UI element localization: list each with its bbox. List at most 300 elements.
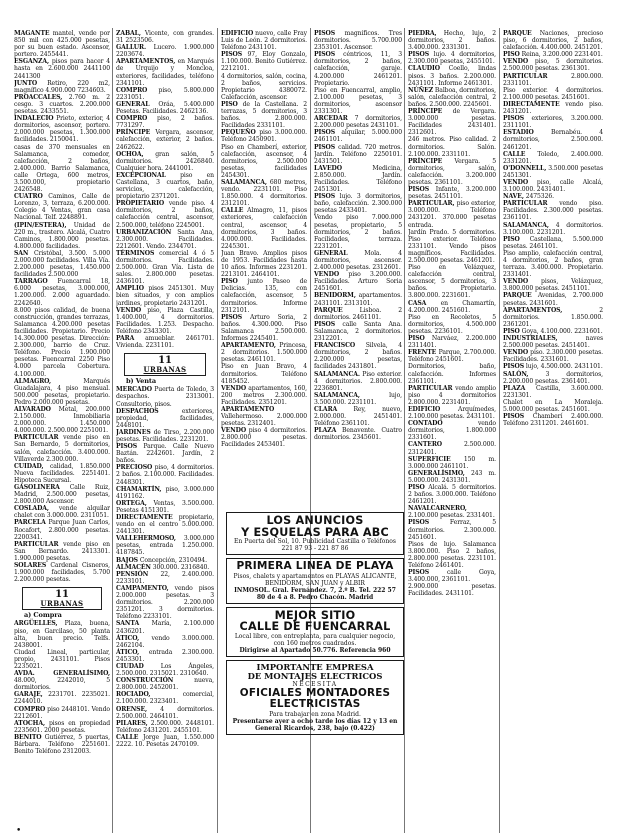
ad-text: lujo, 4.500.000. 2431101.	[524, 363, 603, 371]
classified-ad	[314, 115, 402, 129]
classified-ad	[408, 420, 496, 441]
column-rule	[112, 28, 113, 833]
ad-keyword: PRÍNCIPE	[116, 129, 151, 137]
ad-text: 2231701. 2235021. 2244010.	[14, 691, 110, 706]
classified-ad	[116, 200, 214, 228]
ad-text: exteriores, 3.200.000. 2311101.	[503, 115, 603, 130]
ad-keyword: TARRAGO	[14, 278, 48, 286]
ad-keyword: PISO	[503, 235, 520, 243]
ad-keyword: URBANIZACIÓN	[116, 228, 172, 236]
ad-footer: Presentarse ayer a ocho tarde los días 12 y 13 en General Ricardos, 238, bajo (0.422)	[232, 717, 398, 732]
ad-keyword: SALAMANCA,	[503, 221, 549, 229]
classified-ad	[503, 371, 603, 385]
classified-ad	[314, 307, 402, 321]
ad-text: lujo. 4 dormitorios, 2.300.000 pesetas, 2455101.	[408, 51, 496, 66]
ad-primera-linea-playa	[226, 558, 404, 604]
ad-text: Castilla, 3.600.000. 2231301.	[503, 384, 603, 399]
ad-keyword: ATOCHA,	[14, 719, 45, 727]
classified-ad	[14, 144, 110, 194]
ad-text: de la Castellana. 2 terrazas, 5 dormitorios, 3 baños. 2.800.000. Facilidades 2331101.	[221, 100, 307, 130]
ad-text: Vallehermoso. 2.000.000 pesetas. 2312401.	[221, 413, 307, 428]
classified-ad	[503, 292, 603, 306]
ad-text: Vicente, con grandes. 31 2523506.	[116, 30, 214, 45]
ad-keyword: CANTERO	[408, 441, 442, 449]
classified-ad	[408, 136, 496, 157]
classified-ad	[14, 484, 110, 505]
classified-ad	[221, 51, 307, 72]
ad-text: 150 m. 3.000.000 2461101.	[408, 455, 496, 470]
classified-ad	[408, 385, 496, 406]
ad-keyword: PISOS	[314, 320, 336, 328]
ad-text: 300.000. 2316840.	[150, 563, 210, 571]
ad-keyword: APARTAMENTOS,	[503, 306, 563, 314]
ad-keyword: EDIFICIO	[221, 30, 254, 37]
ad-montajes-electricos	[226, 660, 404, 735]
ad-keyword: CAMPAMENTO,	[116, 584, 169, 592]
ad-text: Toledo, 2.400.000. 2331201.	[503, 150, 603, 165]
ad-keyword: GENERAL	[314, 249, 348, 257]
ad-keyword: CONSTRUCCIÓN	[116, 677, 174, 685]
classified-ad	[221, 363, 307, 384]
ad-text: Unidad de 220 m., trastero. Alcalá, Cuatro Caminos, 1.800.000 pesetas. 4.800.000 facilidades.	[14, 221, 110, 250]
ad-keyword: PISOS	[408, 519, 430, 527]
ad-text: Reina, 3.200.000 2231401.	[519, 51, 603, 59]
classified-ad	[314, 406, 402, 427]
ad-text: 2.500.000. 2448101. Teléfono 2431201. 2455101.	[116, 719, 214, 734]
classified-ad	[14, 562, 110, 583]
ad-text: Lisboa. 2 dormitorios. 2461101.	[314, 306, 402, 321]
ad-text: 2 dormitorios. 1.850.000. 2361201.	[503, 306, 603, 328]
classified-ad	[503, 51, 603, 58]
classified-ad	[408, 406, 496, 420]
ad-text: vendo pisos 2.000.000 pesetas. 3 dormitorios. 2.200.000 2351201. 3 dormitorios. Teléfono 2233101.	[116, 584, 214, 621]
ad-keyword: COMPRO	[116, 86, 148, 94]
ad-keyword: PISOS	[408, 51, 430, 59]
ad-keyword: O'DONNELL,	[503, 164, 547, 172]
ad-keyword: PEQUEÑO	[221, 129, 256, 137]
classified-ad	[14, 463, 110, 484]
classified-ad	[408, 314, 496, 335]
classified-ad	[314, 292, 402, 306]
classified-column-6	[503, 30, 603, 830]
ad-text: Arquímedes, 2.100.000 pesetas. 2431101.	[408, 405, 496, 421]
classified-ad	[14, 734, 110, 755]
ad-keyword: APARTAMENTO,	[221, 342, 276, 350]
ad-keyword: INDUSTRIALES,	[503, 335, 558, 343]
classified-ad	[503, 349, 603, 363]
classified-ad	[116, 443, 214, 464]
section-label: URBANAS	[143, 365, 187, 375]
ad-text: lujo, 3.500.000. 2231101.	[314, 391, 402, 406]
ad-keyword: PISOS	[503, 413, 525, 421]
ad-keyword: JUNTO	[14, 79, 38, 87]
classified-ad	[408, 441, 496, 455]
ad-keyword: INDALECIO	[14, 115, 54, 123]
classified-ad	[503, 307, 603, 328]
column-rule	[404, 28, 405, 833]
ad-keyword: VENDO	[221, 384, 247, 392]
ad-text: vendo piso. 2431201.	[503, 100, 603, 116]
ad-keyword: PRÍNCIPE	[408, 108, 443, 116]
ad-keyword: ARGÜELLES,	[14, 620, 58, 628]
ad-text: entrada 2.300.000. 2453301.	[116, 648, 214, 663]
ad-keyword: CONTADO	[408, 420, 443, 428]
ad-text: calle Santa Ana. Salamanca, 2 dormitorios. 2312201.	[314, 320, 402, 343]
classified-ad	[408, 349, 496, 363]
section-header	[22, 587, 102, 610]
classified-ad	[408, 519, 496, 540]
ad-keyword: GARAJE,	[14, 691, 43, 699]
classified-ad	[503, 328, 603, 335]
ad-text: Ferraz, 5 dormitorios. 2.300.000. 2451601.	[408, 519, 496, 541]
ad-text: Ventas, 3.500.000. Pesetas 4151301.	[116, 499, 214, 514]
ad-text: vende piso. 4 dormitorios, 2 baños, calefacción central, ascensor, 2.500.000, teléfono 2245001.	[116, 200, 214, 229]
ad-keyword: CIUDAD	[116, 662, 144, 670]
ad-text: piso exterior, 3.000.000. Teléfono 2431201. 370.000 pesetas entrada.	[408, 200, 496, 229]
classified-ad	[503, 179, 603, 193]
classified-ad	[116, 720, 214, 734]
classified-ad	[14, 193, 110, 221]
classified-ad	[14, 541, 110, 562]
ad-keyword: PISO	[408, 335, 425, 343]
ad-text: Juan Bravo. Amplios pisos de 1953. Facilidades hasta 10 años. Informes 2231201. 2213101. 2464101.	[221, 249, 307, 279]
margin-mark: •	[16, 826, 22, 836]
ad-keyword: CALLE	[221, 207, 244, 215]
ad-keyword: AMPLIO	[116, 285, 144, 293]
ad-keyword: PARTICULAR	[503, 200, 548, 208]
ad-keyword: PISO	[503, 327, 520, 335]
ad-keyword: (IPIN/ESTERA),	[14, 221, 67, 229]
ad-text: 4 dormitorios. 2.500.000. 2464101.	[116, 705, 214, 720]
ad-text: 243 m. 5.000.000. 2431301.	[408, 469, 496, 484]
classified-ad	[503, 129, 603, 150]
ad-text: pisos 2451301. Muy bien situados, y con amplios jardines, propietario 2431201.	[116, 285, 214, 307]
ad-keyword: COMPRO	[116, 115, 148, 123]
ad-keyword: NAVALCARNERO,	[408, 505, 467, 513]
classified-ad	[221, 30, 307, 51]
classified-ad	[116, 620, 214, 634]
classified-ad	[116, 408, 214, 429]
ad-abc-esquelas	[226, 512, 404, 555]
ad-text: Almagro, 11, pisos exteriores, calefacción central, ascensor, 4 dormitorios, 3 baños. 4.000.000. Facilidades. 2245301.	[221, 207, 307, 250]
ad-text: 3 dormitorios, 2.200.000 pesetas. 2361401.	[503, 370, 603, 385]
ad-keyword: PARA	[116, 335, 135, 343]
ad-text: Parque. Calle Nuevo Baztán. 2242601. Jardín, 2 baños.	[116, 443, 214, 465]
classified-column-5	[408, 30, 496, 830]
ad-text: 2475326.	[523, 193, 554, 201]
ad-text: nueva, 2.800.000. 2452001.	[116, 677, 214, 692]
classified-ad	[503, 151, 603, 165]
ad-text: 2.100.000 pesetas. 2331401.	[408, 512, 495, 520]
classified-ad	[116, 691, 214, 705]
ad-text: calidad, 1.850.000 Nueva facilidades. 2251401. Hipoteca Sucursal.	[14, 462, 110, 484]
ad-text: Piso en Recoletos, 5 dormitorios, 4.500.000 pesetas. 2236101.	[408, 313, 496, 335]
ad-text: pisos en propiedad 2235601. 2000 pesetas.	[14, 719, 110, 734]
classified-ad	[221, 129, 307, 143]
ad-text: Piso en Juan Bravo, 4 dormitorios. Teléfono 4185452.	[221, 363, 307, 385]
ad-keyword: PISOS	[314, 143, 336, 151]
ad-text: Avenidas, 2.700.000 pesetas. 2431601.	[503, 292, 603, 307]
ad-keyword: DIRECTAMENTE	[116, 514, 173, 521]
ad-keyword: SALAMANCA.	[314, 370, 360, 378]
classified-ad	[408, 541, 496, 569]
classified-ad	[116, 58, 214, 86]
classified-ad	[408, 51, 496, 65]
ad-keyword: BENIDORM,	[314, 292, 356, 300]
ad-footer: Dirigirse al Apartado 50.776. Referencia 960	[239, 646, 391, 654]
section-number: 11	[55, 589, 69, 601]
ad-text: piso, 3.000.000 4191162.	[116, 485, 214, 500]
ad-text: Piso en Velázquez, calefacción central, ascensor, 5 dormitorios, 3 baños. Propietario. 3.800.000. 2231601.	[408, 264, 496, 300]
ad-keyword: PISOS	[408, 186, 430, 194]
classified-ad	[503, 87, 603, 101]
ad-text: piso 3.000.000. Teléfono 2450901.	[221, 129, 307, 144]
ad-fuencarral-local	[226, 607, 404, 657]
ad-keyword: GALLUR.	[116, 44, 146, 52]
classified-ad	[116, 386, 214, 407]
ad-keyword: VENDO	[116, 306, 142, 314]
ad-keyword: NÚÑEZ	[408, 86, 434, 94]
ad-text: Naciones, precioso piso, 6 dormitorios, 2 baños, calefacción. 4.400.000. 2451201.	[503, 30, 603, 52]
ad-text: Coello, lindas pisos. 3 baños. 2.200.000. 2431101. Informe 2461301.	[408, 65, 496, 87]
subsection-label: b) Venta	[126, 377, 157, 386]
classified-ad	[116, 677, 214, 691]
classified-ad	[116, 557, 214, 564]
classified-ad	[221, 427, 307, 448]
ad-text: Oráa, 5.400.000 Pesetas. Facilidades. 2462136.	[116, 100, 214, 116]
ad-keyword: PARQUE	[314, 306, 343, 314]
ad-keyword: COSLADA,	[14, 505, 49, 513]
ad-keyword: CUATRO	[14, 193, 43, 201]
ad-keyword: PENSIÓN	[116, 570, 149, 578]
ad-text: 4 dormitorios, salón, cocina, 2 baños, servicios. Propietario 4380072. Calefacción, ascensor.	[221, 72, 307, 101]
ad-text: 97, Eloy Gonzalo, 1.100.000. Benito Gutiérrez. 2212101.	[221, 51, 307, 73]
section-number: 11	[158, 355, 172, 367]
ad-keyword: PISO	[221, 100, 238, 108]
ad-text: propietario, vendo en el centro 5.000.000. 2441301.	[116, 514, 214, 536]
ad-keyword: GASOLINERA	[14, 484, 60, 491]
ad-keyword: EDIFICIO	[408, 405, 441, 413]
classified-column-4	[314, 30, 402, 508]
classified-ad	[408, 229, 496, 264]
ad-keyword: ZABAL,	[116, 30, 141, 37]
ad-title: LOS ANUNCIOS Y ESQUELAS PARA ABC	[241, 514, 389, 539]
ad-keyword: ARCEDAR	[314, 115, 348, 123]
ad-text: apartamentos, 160, 200 metros 2.300.000. Facilidades. 2351201.	[221, 384, 307, 406]
classified-ad	[314, 214, 402, 249]
ad-text: Piso amplio, calefacción central, 4 dormitorios, 2 baños, gran terraza. 3.400.000. Propietario. 2331401.	[503, 249, 603, 279]
ad-text: gran salón, 5 dormitorios. 2426840. Cualquier hora. 2441001.	[116, 150, 214, 172]
ad-keyword: PRECIOSO	[116, 464, 153, 472]
ad-keyword: VALLEHERMOSO,	[116, 535, 176, 543]
display-ads-block	[226, 512, 404, 738]
ad-keyword: PISOS	[503, 115, 525, 123]
classified-ad	[408, 484, 496, 505]
ad-keyword: CASA	[408, 299, 427, 307]
ad-text: Dormitorios, baño, calefacción. Informes 2361101.	[408, 363, 496, 385]
ad-keyword: COMPRO	[14, 705, 46, 713]
ad-keyword: PISOS	[408, 569, 430, 577]
classified-ad	[314, 371, 402, 392]
ad-keyword: PARTICULAR	[503, 72, 548, 80]
classified-ad	[116, 571, 214, 585]
ad-subtitle: NECESITA	[292, 680, 338, 688]
classified-ad	[116, 229, 214, 250]
ad-text: Vendo piso 7.000.000 pesetas, propietario, 5 dormitorios, 2 baños. Facilidades, terraza. 2231201.	[314, 214, 402, 250]
ad-text: piso, calle Alcalá, 3.100.000. 2431401.	[503, 178, 603, 194]
ad-keyword: CUIDAD,	[14, 462, 44, 470]
ad-text: Santa Ana, 2.300.000. Facilidades. 2212601. Vendo. 2344701.	[116, 228, 214, 250]
ad-text: Vergara. 5 dormitorios, salón, calefacción. 3.200.000 pesetas. 2361101.	[408, 157, 496, 186]
ad-text: Mola. 4 dormitorios, ascensor. 2.400.000 pesetas. 2312601.	[314, 249, 402, 272]
classified-ad	[314, 271, 402, 292]
classified-ad	[408, 583, 496, 597]
classified-ad	[116, 101, 214, 115]
ad-text: pisos, Velázquez, 3.800.000 pesetas. 2451101.	[503, 278, 603, 293]
classified-ad	[408, 108, 496, 136]
ad-text: Bernabéu. 4 dormitorios, 2.500.000. 2461201.	[503, 129, 603, 151]
ad-text: piso 2448101. Vendo 2212601.	[14, 705, 110, 720]
ad-text: Puerta de Toledo, 3 despachos. 2313001. Consultorio, pisos.	[116, 386, 214, 408]
ad-text: Piso en Chamberí, exterior, calefacción, ascensor, 4 dormitorios, 2.500.000 pesetas, facilidades 2454301.	[221, 143, 307, 179]
ad-text: Ciudad Lineal, particular, propio, 2431101. Pisos 2235021.	[14, 648, 110, 670]
ad-keyword: JARDINES	[116, 428, 151, 436]
ad-text: Chamberí 2.400.000. Teléfono 2311201. 2461601.	[503, 413, 603, 428]
ad-keyword: PRÍNCIPE	[408, 157, 443, 165]
classified-ad	[14, 222, 110, 250]
ad-text: 8.000 pisos calidad, de buena construcción, grandes terrazas, Salamanca 4.200.000 pesetas facilidades. Propietario. Precio 14.300.000 pesetas. Dirección: 2.300.000, barrio de Cruz. Teléfono. Precio 1.900.000 pesetas. Fuencarral 2250 Piso 4.000 parcela Cobertura. 4.100.000.	[14, 306, 110, 378]
ad-text: Chalet en La Moraleja. 5.000.000 pesetas. 2451601.	[503, 398, 603, 413]
classified-ad	[314, 165, 402, 193]
ad-text: de Tirso, 2.200.000 pesetas. Facilidades. 2231201.	[116, 428, 214, 443]
ad-keyword: ALMACÉN	[116, 563, 151, 571]
classified-ad	[314, 193, 402, 214]
ad-text: Caminos, Calle de Lorenzo, 3, terraza, 6.200.000. Colegio 4 Ventas, gran casa Nacional. Telf. 2248891.	[14, 193, 110, 222]
classified-ad	[221, 207, 307, 250]
classified-ad	[221, 144, 307, 179]
ad-keyword: PARQUE	[503, 30, 532, 37]
ad-text: Retiro, 220 m2, magnífico 4.900.000 7234603.	[14, 79, 110, 94]
classified-ad	[116, 649, 214, 663]
classified-ad	[408, 569, 496, 583]
classified-ad	[408, 335, 496, 349]
classified-ad	[14, 406, 110, 434]
ad-keyword: PISO	[221, 278, 238, 286]
ad-keyword: ORENSE,	[116, 705, 148, 713]
ad-title: PRIMERA LINEA DE PLAYA	[236, 560, 394, 572]
ad-keyword: BAJOS	[116, 556, 138, 564]
classified-ad	[14, 307, 110, 378]
ad-text: Castellana, 5.500.000 pesetas. 2461101.	[503, 235, 603, 250]
ad-text: Jardín Prado. 5 dormitorios. Piso exterior. Teléfono 2331101. Vendo pisos magníficos. Facilidades. 2.500.000 pesetas. 2461201.	[408, 228, 496, 264]
ad-body: Pisos, chalets y apartamentos en PLAYAS ALICANTE, BENIDORM, SAN JUAN y ALBIR	[233, 572, 397, 587]
ad-text: Piso en Fuencarral, amplio, 2.100.000 pesetas, 3 dormitorios, ascensor 2331301.	[314, 86, 402, 116]
classified-ad	[503, 413, 603, 427]
ad-text: vendo amplio piso 4 dormitorios 2.800.000. 2231401.	[408, 384, 496, 406]
classified-ad	[503, 363, 603, 370]
ad-keyword: SALÓN,	[503, 370, 529, 378]
ad-keyword: FRENTE	[408, 349, 437, 357]
ad-text: piso en Castellana, 3 cuartos, baño, servicios, calefacción, propietario 2371201.	[116, 171, 214, 201]
classified-ad	[14, 649, 110, 670]
ad-text: 246 metros. Piso calidad. 2 dormitorios. Salón. 2.100.000. 2331101.	[408, 136, 496, 158]
classified-ad	[221, 385, 307, 406]
classified-ad	[116, 514, 214, 535]
classified-ad	[116, 564, 214, 571]
classified-ad	[116, 585, 214, 620]
ad-text: casas de 370 mensuales en Salamanca, comedor, calefacción, 2 baños, 2.400.000. Barrio Salamanca, calle Ortega, 600 metros, 3.500.000, propietario 2426548.	[14, 143, 110, 194]
classified-ad	[408, 300, 496, 314]
ad-headline: OFICIALES MONTADORES ELECTRICISTAS	[239, 686, 391, 710]
ad-text: Piso exterior. 4 dormitorios. 2.800.000. 2236801.	[314, 370, 402, 392]
classified-ad	[116, 335, 214, 349]
ad-text: María, 2.100.000 2436201.	[116, 620, 214, 635]
ad-keyword: CLARA	[314, 405, 338, 413]
classified-ad	[314, 250, 402, 271]
ad-text: piso, Plaza Castilla, 1.400.000, 4 dormitorios. Facilidades. 1.253. Despacho. Teléfono 2343301.	[116, 306, 214, 335]
classified-column-3	[221, 30, 307, 508]
ad-text: exteriores, propiedad, facilidades, 2448101.	[116, 407, 214, 429]
ad-keyword: CALLE	[116, 733, 139, 741]
ad-keyword: PISOS	[314, 193, 336, 201]
ad-text: Balboa, dormitorios, salón, calefacción central, 2 baños. 2.500.000. 2245601.	[408, 86, 496, 108]
ad-text: 48.000, 2242010, 5 dormitorios.	[14, 677, 110, 692]
ad-text: Parque Juan Carlos, Rocafort, 2.800.000 pesetas. 2200341.	[14, 519, 110, 541]
ad-keyword: SUPERFICIE	[408, 455, 451, 463]
ad-text: vendo dormitorios, 1.800.000 2331601.	[408, 420, 496, 442]
ad-text: Alcalá. 5 dormitorios. 2 baños. 3.000.000. Teléfono 2461201.	[408, 484, 496, 506]
ad-text: nuevo, calle Fray Luis de León. 2 dormitorios. Teléfono 2431101.	[221, 30, 307, 52]
ad-keyword: APARTAMENTO	[221, 405, 275, 413]
ad-text: en Marqués de Urquijo y Moncloa, exteriores, facilidades, teléfono 2341101.	[116, 58, 214, 87]
classified-ad	[408, 505, 496, 519]
classified-ad	[314, 129, 402, 143]
classified-ad	[14, 250, 110, 278]
classified-ad	[116, 663, 214, 677]
subsection-label: a) Compra	[24, 611, 62, 620]
ad-text: Narváez, 2.200.000 2311401.	[408, 335, 496, 350]
classified-ad	[221, 278, 307, 313]
ad-keyword: ÁTICO,	[116, 648, 140, 656]
classified-ad	[221, 73, 307, 101]
ad-text: Lucero. 1.900.000 2203674.	[116, 44, 214, 59]
classified-ad	[408, 264, 496, 299]
ad-text: Gutiérrez, 5 puertas, Bárbara. Teléfono 2251601. Benito Teléfono 2312003.	[14, 733, 110, 756]
ad-keyword: LAVEDO	[314, 164, 342, 172]
ad-keyword: DESPACHOS	[116, 407, 159, 415]
ad-keyword: PARTICULAR	[14, 540, 59, 548]
ad-keyword: SOLARES	[14, 562, 47, 570]
ad-keyword: SALAMANCA,	[314, 391, 360, 399]
ad-text: magníficos. Tres dormitorios. 5.700.000 2353101. Ascensor.	[314, 30, 402, 52]
ad-keyword: DIRECTAMENTE	[503, 100, 560, 108]
classified-ad	[116, 30, 214, 44]
ad-footer: INMOSOL. Gral. Fernández. 7, 2.º B. Tel. 222 57 80 de 4 a 8. Pedro Chacón. Madrid	[234, 586, 396, 601]
ad-text: Silvela, 4 dormitorios, 2 baños. 2.200.000 pesetas, facilidades 2431801.	[314, 342, 402, 371]
classified-ad	[314, 427, 402, 441]
ad-keyword: PISOS	[503, 363, 525, 371]
classified-ad	[503, 250, 603, 278]
ad-text: piso 4 dormitorios. 2.800.000 pesetas. Facilidades 2453401.	[221, 427, 307, 449]
ad-text: Cardenal Cisneros, 1.900.000 facilidades, 5.700 2.200.000 pesetas.	[14, 562, 110, 584]
ad-text: Princesa, 2 dormitorios. 1.500.000 pesetas. 2461101.	[221, 342, 307, 364]
classified-ad	[503, 222, 603, 236]
classified-ad	[221, 101, 307, 129]
classified-ad	[503, 335, 603, 349]
classified-ad	[14, 670, 110, 691]
ad-text: vende alquilar chalet con 3.000.000. 2311051.	[14, 505, 110, 520]
classified-ad	[408, 65, 496, 86]
